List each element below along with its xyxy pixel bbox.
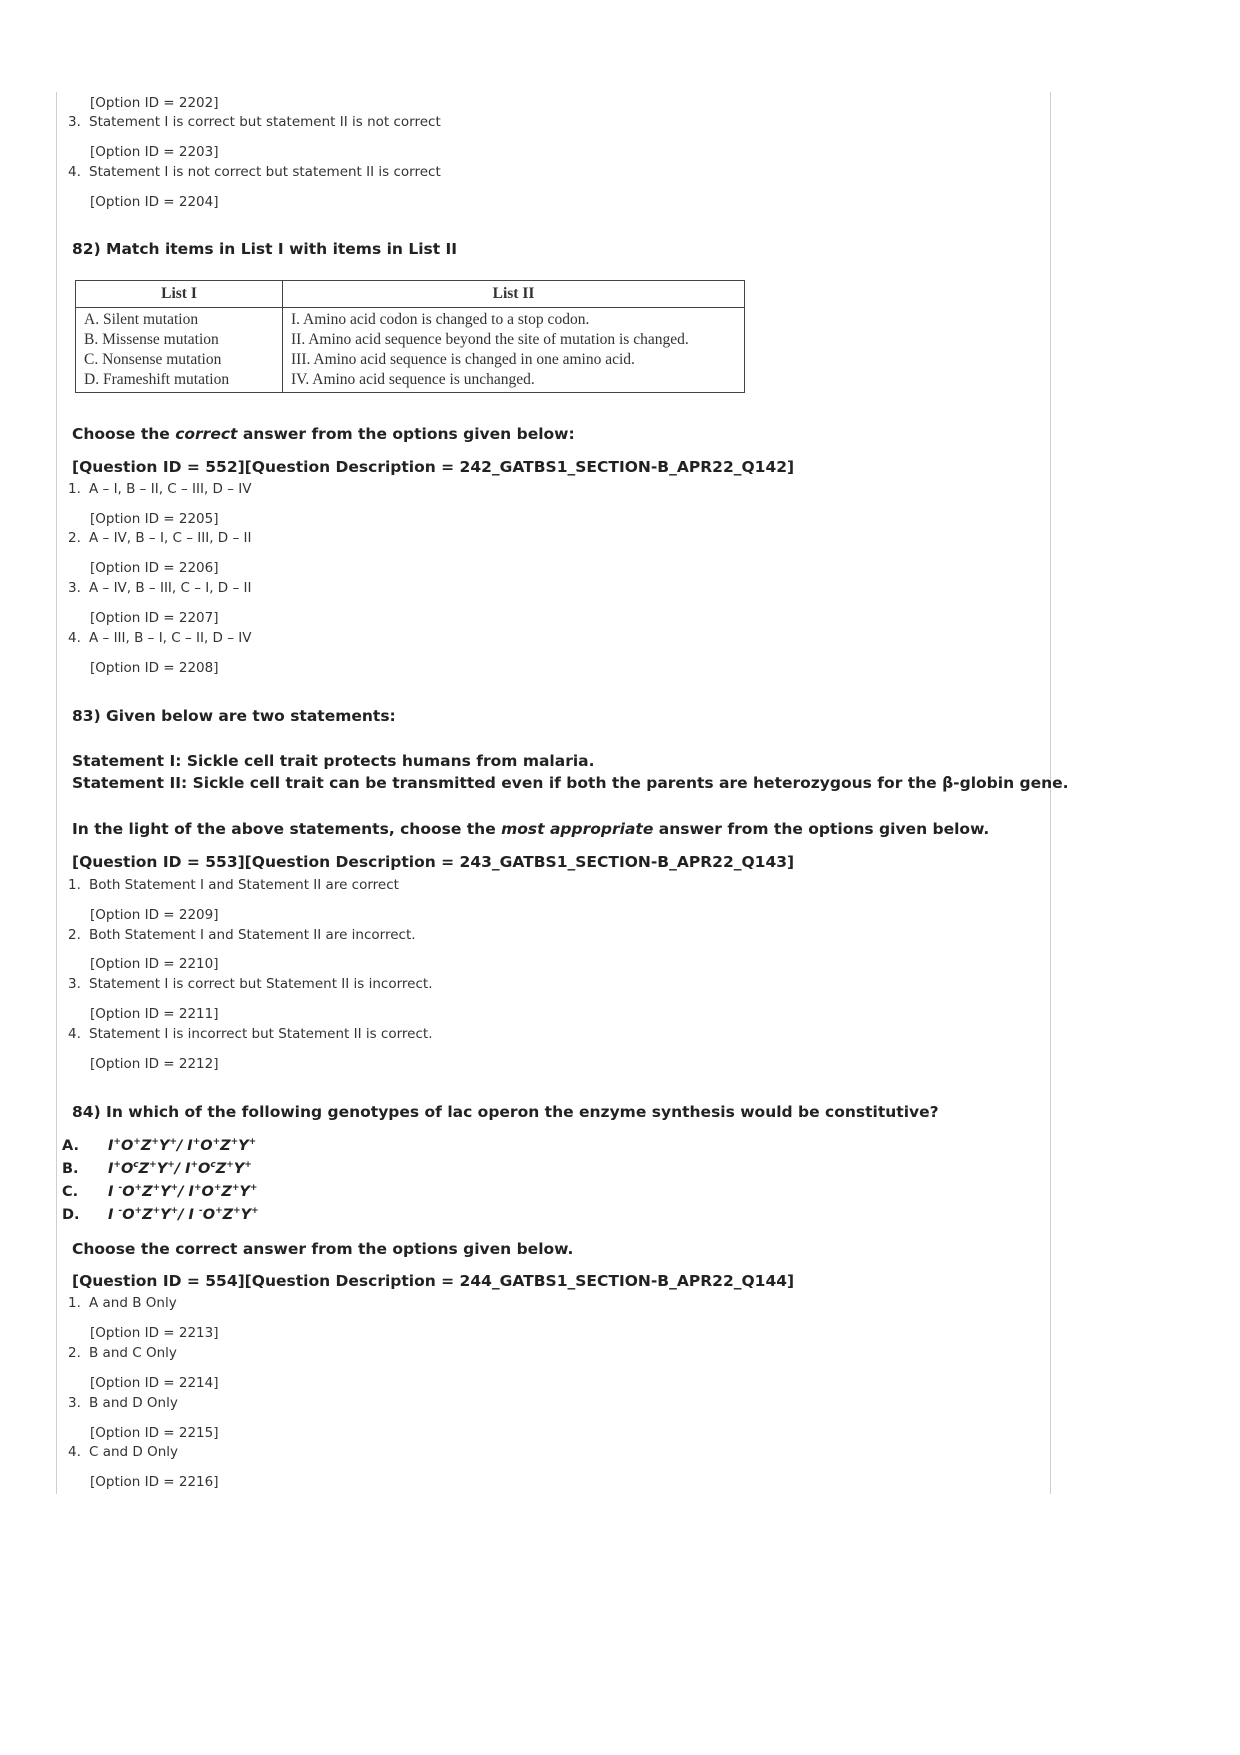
option-text: Statement I is correct but Statement II is incorrect. (89, 976, 433, 992)
table-header-list2: List II (283, 281, 745, 308)
option-item (68, 530, 252, 546)
list1-item: C. Nonsense mutation (84, 351, 222, 368)
option-text: Statement I is not correct but statement II is correct (89, 164, 441, 180)
option-item (68, 481, 252, 497)
question-title: 84) In which of the following genotypes of lac operon the enzyme synthesis would be constitutive? (72, 1103, 939, 1121)
option-item (68, 1444, 178, 1460)
option-text: Both Statement I and Statement II are incorrect. (89, 927, 416, 943)
left-page-rule (56, 92, 57, 1494)
genotype-label: C. (62, 1183, 79, 1200)
option-number: 4. (68, 164, 81, 180)
option-id: [Option ID = 2212] (90, 1056, 219, 1072)
option-number: 3. (68, 114, 81, 130)
option-item (68, 1026, 432, 1042)
genotype-label: A. (62, 1137, 79, 1154)
genotype-item: B. $I^+O^cZ^+Y^+/$ $I^+O^cZ^+Y^+$ (62, 1160, 252, 1177)
option-id: [Option ID = 2207] (90, 610, 219, 626)
option-item (68, 1345, 177, 1361)
option-item (68, 1395, 178, 1411)
question-id: [Question ID = 552][Question Description = 242_GATBS1_SECTION-B_APR22_Q142] (72, 458, 795, 476)
question-id: [Question ID = 554][Question Description = 244_GATBS1_SECTION-B_APR22_Q144] (72, 1272, 795, 1290)
option-number: 1. (68, 1295, 81, 1311)
option-number: 3. (68, 976, 81, 992)
list2-item: I. Amino acid codon is changed to a stop codon. (291, 311, 590, 328)
option-item (68, 877, 399, 893)
option-text: B and D Only (89, 1395, 178, 1411)
list2-cell (283, 308, 745, 393)
genotype-item: D. I -O+Z+Y+/ I -O+Z+Y+ (62, 1206, 259, 1223)
list2-item: II. Amino acid sequence beyond the site of mutation is changed. (291, 331, 689, 348)
list1-item: A. Silent mutation (84, 311, 199, 328)
instruction-emphasis: most appropriate (501, 820, 654, 838)
genotype-item: A. I+O+Z+Y+/ I+O+Z+Y+ (62, 1137, 257, 1154)
option-text: A – I, B – II, C – III, D – IV (89, 481, 252, 497)
question-title: 82) Match items in List I with items in List II (72, 240, 458, 258)
option-text: A – III, B – I, C – II, D – IV (89, 630, 252, 646)
option-id: [Option ID = 2202] (90, 95, 219, 111)
option-id: [Option ID = 2208] (90, 660, 219, 676)
list2-item: IV. Amino acid sequence is unchanged. (291, 371, 535, 388)
list1-item: B. Missense mutation (84, 331, 219, 348)
option-text: B and C Only (89, 1345, 177, 1361)
option-id: [Option ID = 2214] (90, 1375, 219, 1391)
option-id: [Option ID = 2205] (90, 511, 219, 527)
instruction-post: answer from the options given below. (653, 820, 990, 838)
option-number: 2. (68, 927, 81, 943)
statement-2: Statement II: Sickle cell trait can be transmitted even if both the parents are heterozygous for the β-globin gene. (72, 774, 1069, 792)
question-id: [Question ID = 553][Question Description = 243_GATBS1_SECTION-B_APR22_Q143] (72, 853, 795, 871)
option-id: [Option ID = 2210] (90, 956, 219, 972)
option-text: A and B Only (89, 1295, 177, 1311)
option-item (68, 1295, 177, 1311)
instruction-text: Choose the correct answer from the options given below. (72, 1240, 574, 1258)
genotype-item: C. I -O+Z+Y+/ I+O+Z+Y+ (62, 1183, 258, 1200)
option-number: 4. (68, 630, 81, 646)
option-item (68, 630, 252, 646)
option-number: 1. (68, 877, 81, 893)
statement-1: Statement I: Sickle cell trait protects humans from malaria. (72, 752, 595, 770)
option-text: Both Statement I and Statement II are correct (89, 877, 399, 893)
option-number: 3. (68, 580, 81, 596)
instruction-pre: In the light of the above statements, choose the (72, 820, 502, 838)
option-item (68, 164, 441, 180)
option-text: Statement I is incorrect but Statement II is correct. (89, 1026, 433, 1042)
genotype-label: D. (62, 1206, 80, 1223)
instruction-text (72, 820, 989, 838)
option-item (68, 976, 432, 992)
option-item (68, 580, 252, 596)
option-number: 4. (68, 1444, 81, 1460)
option-id: [Option ID = 2215] (90, 1425, 219, 1441)
option-number: 1. (68, 481, 81, 497)
question-title: 83) Given below are two statements: (72, 707, 396, 725)
option-number: 2. (68, 1345, 81, 1361)
option-id: [Option ID = 2213] (90, 1325, 219, 1341)
instruction-emphasis: correct (175, 425, 238, 443)
instruction-pre: Choose the (72, 425, 176, 443)
option-text: Statement I is correct but statement II is not correct (89, 114, 441, 130)
right-page-rule (1050, 92, 1051, 1494)
option-number: 4. (68, 1026, 81, 1042)
option-text: A – IV, B – III, C – I, D – II (89, 580, 252, 596)
option-id: [Option ID = 2216] (90, 1474, 219, 1490)
option-text: A – IV, B – I, C – III, D – II (89, 530, 252, 546)
list2-item: III. Amino acid sequence is changed in one amino acid. (291, 351, 635, 368)
genotype-label: B. (62, 1160, 79, 1177)
instruction-post: answer from the options given below: (237, 425, 575, 443)
list1-item: D. Frameshift mutation (84, 371, 230, 388)
option-item (68, 114, 441, 130)
table-header-list1: List I (76, 281, 283, 308)
list1-cell (76, 308, 283, 393)
option-id: [Option ID = 2204] (90, 194, 219, 210)
option-id: [Option ID = 2203] (90, 144, 219, 160)
option-number: 2. (68, 530, 81, 546)
option-text: C and D Only (89, 1444, 179, 1460)
option-id: [Option ID = 2211] (90, 1006, 219, 1022)
match-table (75, 280, 745, 393)
option-id: [Option ID = 2209] (90, 907, 219, 923)
option-id: [Option ID = 2206] (90, 560, 219, 576)
option-number: 3. (68, 1395, 81, 1411)
option-item (68, 927, 416, 943)
instruction-text (72, 425, 575, 443)
